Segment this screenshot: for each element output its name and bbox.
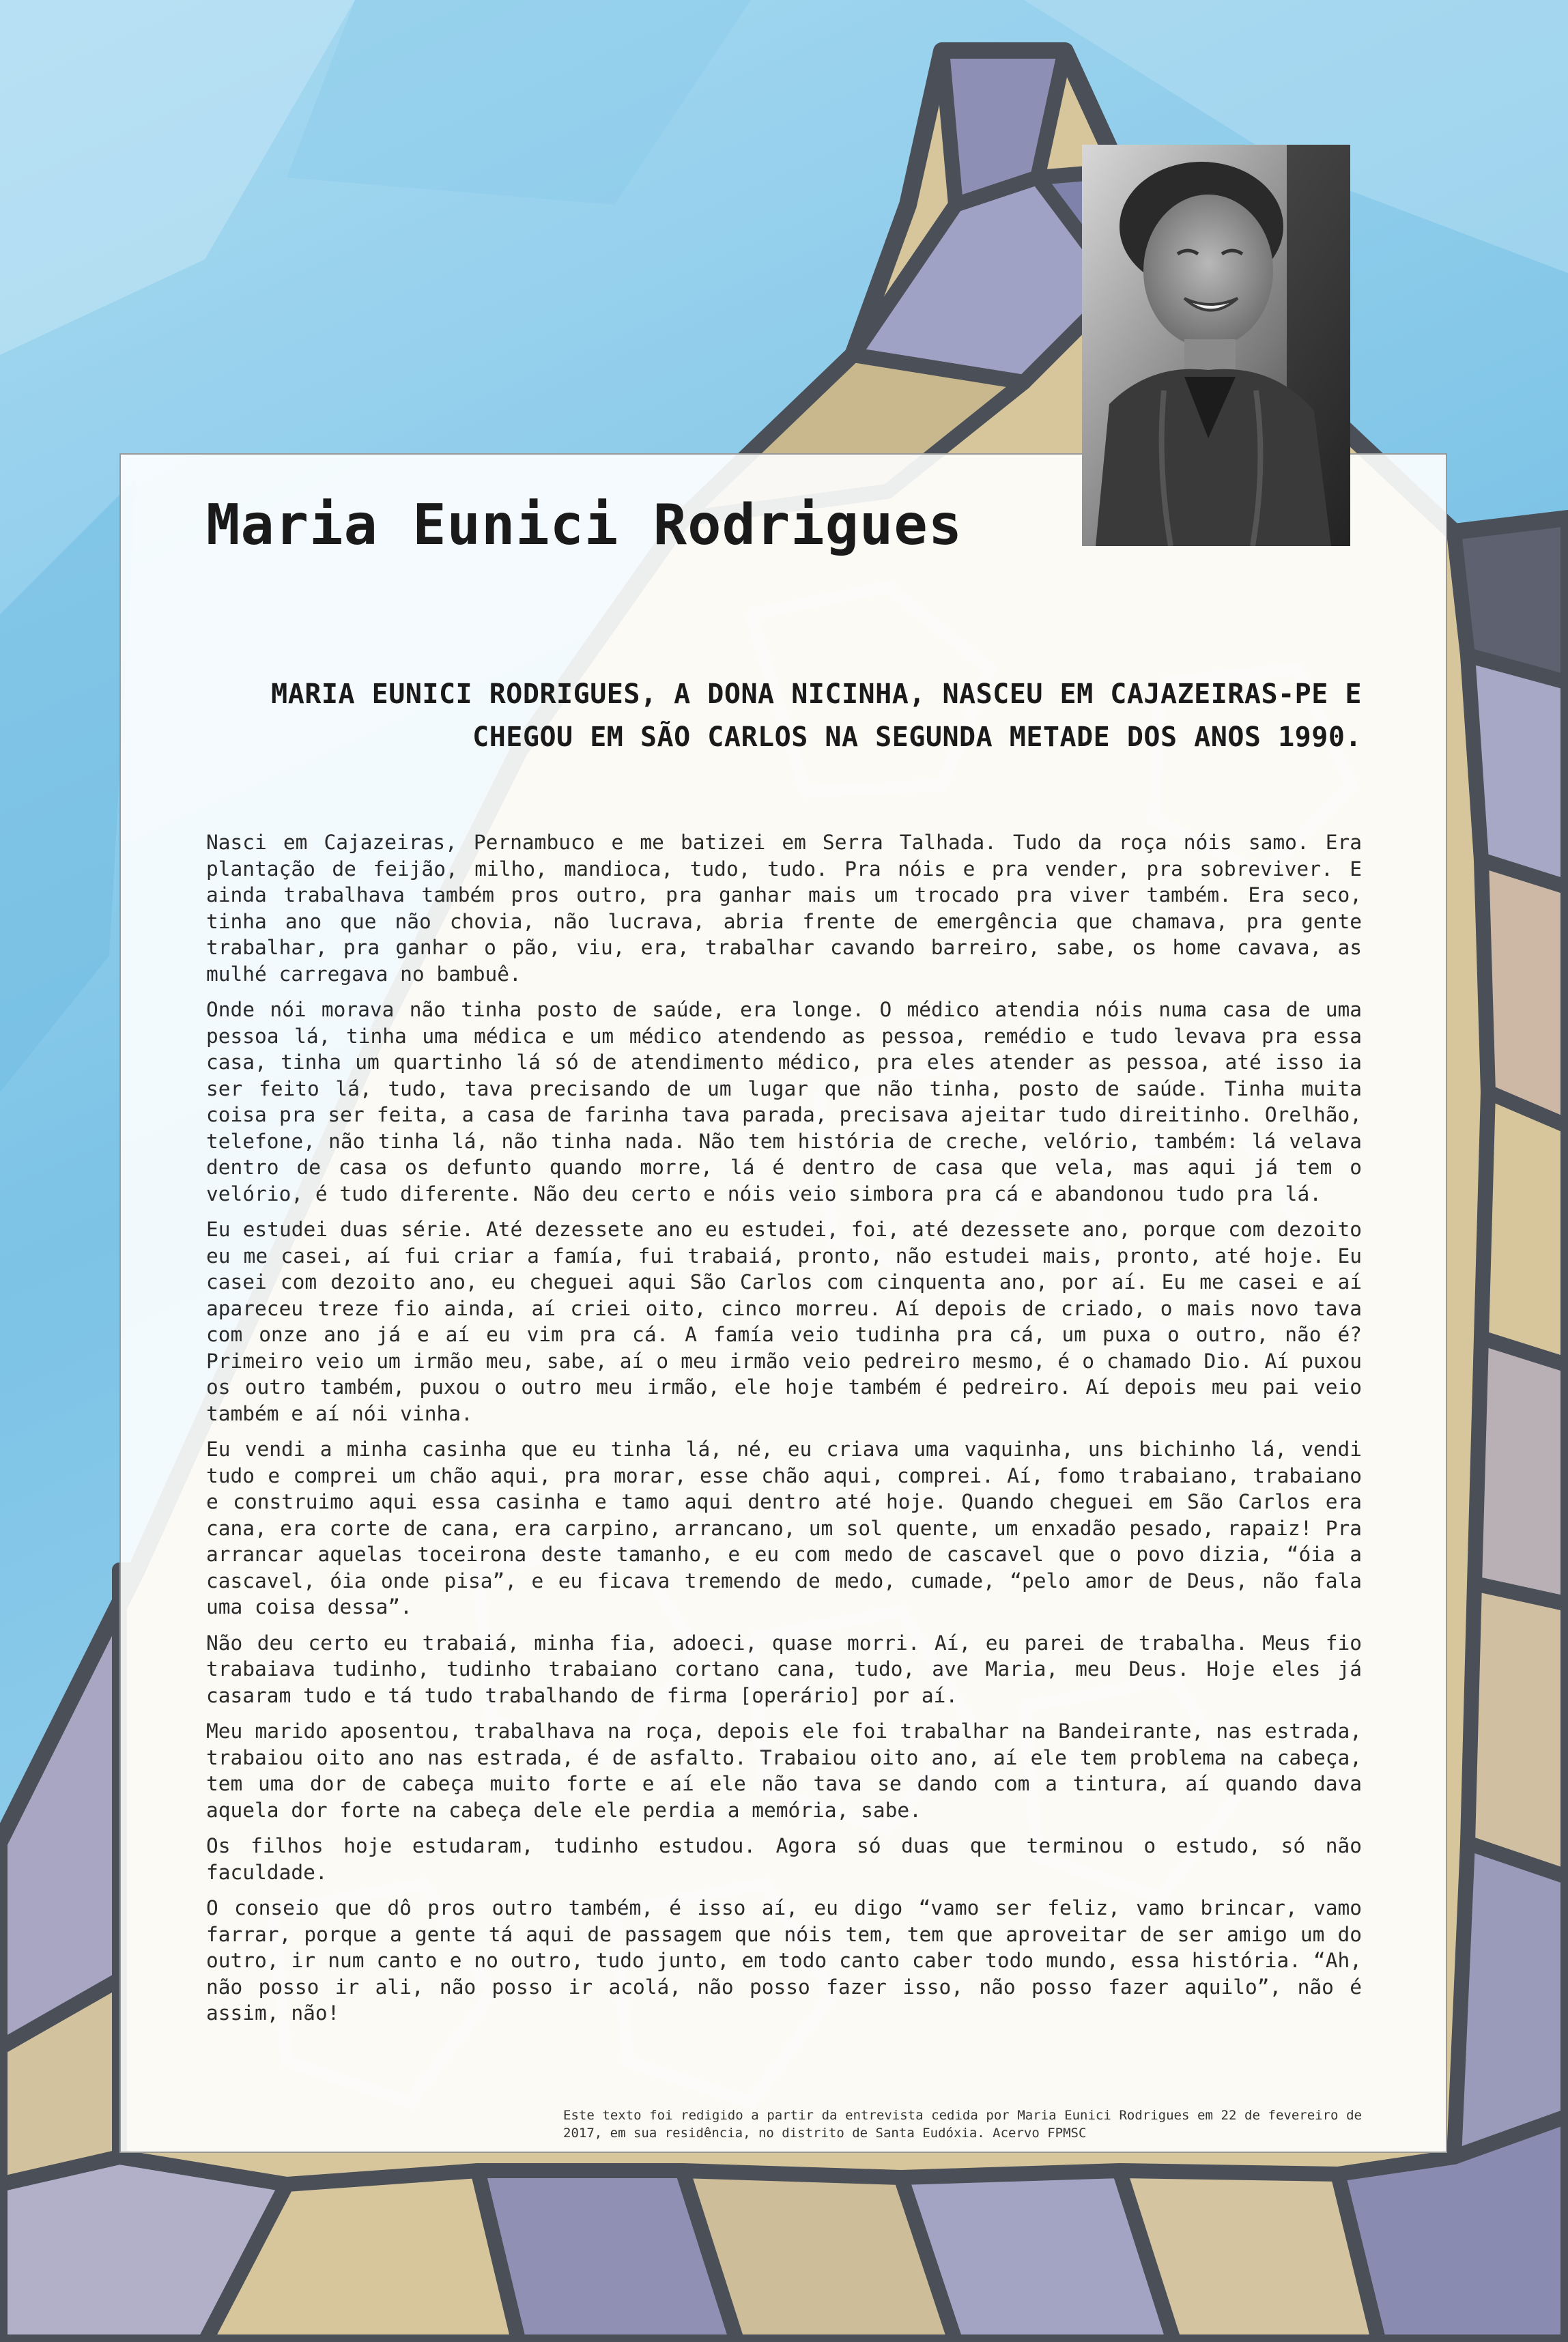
portrait-photo	[1082, 145, 1350, 546]
paragraph: O conseio que dô pros outro também, é isso aí, eu digo “vamo ser feliz, vamo brincar, vamo farrar, porque a gente tá aqui de passagem que nóis tem, tem que aproveitar de ser amigo um do outro, ir num canto e no outro, tudo junto, em todo canto caber todo mundo, essa história. “Ah, não posso ir ali, não posso ir acolá, não posso fazer isso, não posso fazer aquilo”, não é assim, não!	[206, 1896, 1362, 2025]
page-title: Maria Eunici Rodrigues	[206, 493, 963, 558]
paragraph: Eu vendi a minha casinha que eu tinha lá, né, eu criava uma vaquinha, uns bichinho lá, vendi tudo e comprei um chão aqui, pra morar, esse chão aqui, comprei. Aí, fomo trabaiano, trabaiano e construimo aqui essa casinha e tamo aqui dentro até hoje. Quando cheguei em São Carlos era cana, era corte de cana, era carpino, arrancano, um sol quente, um enxadão pesado, rapaiz! Pra arrancar aquelas toceirona deste tamanho, e eu com medo de cascavel que o povo dizia, “óia a cascavel, óia onde pisa”, e eu ficava tremendo de medo, cumade, “pelo amor de Deus, não fala uma coisa dessa”.	[206, 1438, 1362, 1618]
lead-subtitle: MARIA EUNICI RODRIGUES, A DONA NICINHA, NASCEU EM CAJAZEIRAS-PE E CHEGOU EM SÃO CARLOS NA SEGUNDA METADE DOS ANOS 1990.	[271, 679, 1362, 753]
article-body	[206, 829, 1362, 2036]
paragraph: Onde nói morava não tinha posto de saúde, era longe. O médico atendia nóis numa casa de uma pessoa lá, tinha uma médica e um médico atendendo as pessoa, remédio e tudo levava pra essa casa, tinha um quartinho lá só de atendimento médico, pra eles atender as pessoa, até isso ia ser feito lá, tudo, tava precisando de um lugar que não tinha, posto de saúde. Tinha muita coisa pra ser feita, a casa de farinha tava parada, precisava ajeitar tudo direitinho. Orelhão, telefone, não tinha lá, não tinha nada. Não tem história de creche, velório, também: lá velava dentro de casa os defunto quando morre, lá é dentro de casa que vela, mas aqui já tem o velório, é tudo diferente. Não deu certo e nóis veio simbora pra cá e abandonou tudo pra lá.	[206, 998, 1362, 1205]
source-footnote: Este texto foi redigido a partir da entrevista cedida por Maria Eunici Rodrigues em 22 de fevereiro de 2017, em sua residência, no distrito de Santa Eudóxia. Acervo FPMSC	[563, 2108, 1362, 2141]
paragraph: Nasci em Cajazeiras, Pernambuco e me batizei em Serra Talhada. Tudo da roça nóis samo. Era plantação de feijão, milho, mandioca, tudo, tudo. Pra nóis e pra vender, pra sobreviver. E ainda trabalhava também pros outro, pra ganhar mais um trocado pra viver também. Era seco, tinha ano que não chovia, não lucrava, abria frente de emergência que chamava, pra gente trabalhar, pra ganhar o pão, viu, era, trabalhar cavando barreiro, sabe, os home cavava, as mulhé carregava no bambuê.	[206, 831, 1362, 986]
paragraph: Os filhos hoje estudaram, tudinho estudou. Agora só duas que terminou o estudo, só não faculdade.	[206, 1834, 1362, 1884]
paragraph: Meu marido aposentou, trabalhava na roça, depois ele foi trabalhar na Bandeirante, nas estrada, trabaiou oito ano nas estrada, é de asfalto. Trabaiou oito ano, aí ele tem problema na cabeça, tem uma dor de cabeça muito forte e aí ele não tava se dando com a tintura, aí quando dava aquela dor forte na cabeça dele ele perdia a memória, sabe.	[206, 1719, 1362, 1822]
paragraph: Não deu certo eu trabaiá, minha fia, adoeci, quase morri. Aí, eu parei de trabalha. Meus fio trabaiava tudinho, tudinho trabaiano cortano cana, tudo, ave Maria, meu Deus. Hoje eles já casaram tudo e tá tudo trabalhando de firma [operário] por aí.	[206, 1631, 1362, 1707]
paragraph: Eu estudei duas série. Até dezessete ano eu estudei, foi, até dezessete ano, porque com dezoito eu me casei, aí fui criar a famía, fui trabaiá, pronto, não estudei mais, pronto, até hoje. Eu casei com dezoito ano, eu cheguei aqui São Carlos com cinquenta ano, por aí. Eu me casei e aí apareceu treze fio ainda, aí criei oito, cinco morreu. Aí depois de criado, o mais novo tava com onze ano já e aí eu vim pra cá. A famía veio tudinha pra cá, um puxa o outro, não é? Primeiro veio um irmão meu, sabe, aí o meu irmão veio pedreiro mesmo, é o chamado Dio. Aí puxou os outro também, puxou o outro meu irmão, ele hoje também é pedreiro. Aí depois meu pai veio também e aí nói vinha.	[206, 1218, 1362, 1425]
